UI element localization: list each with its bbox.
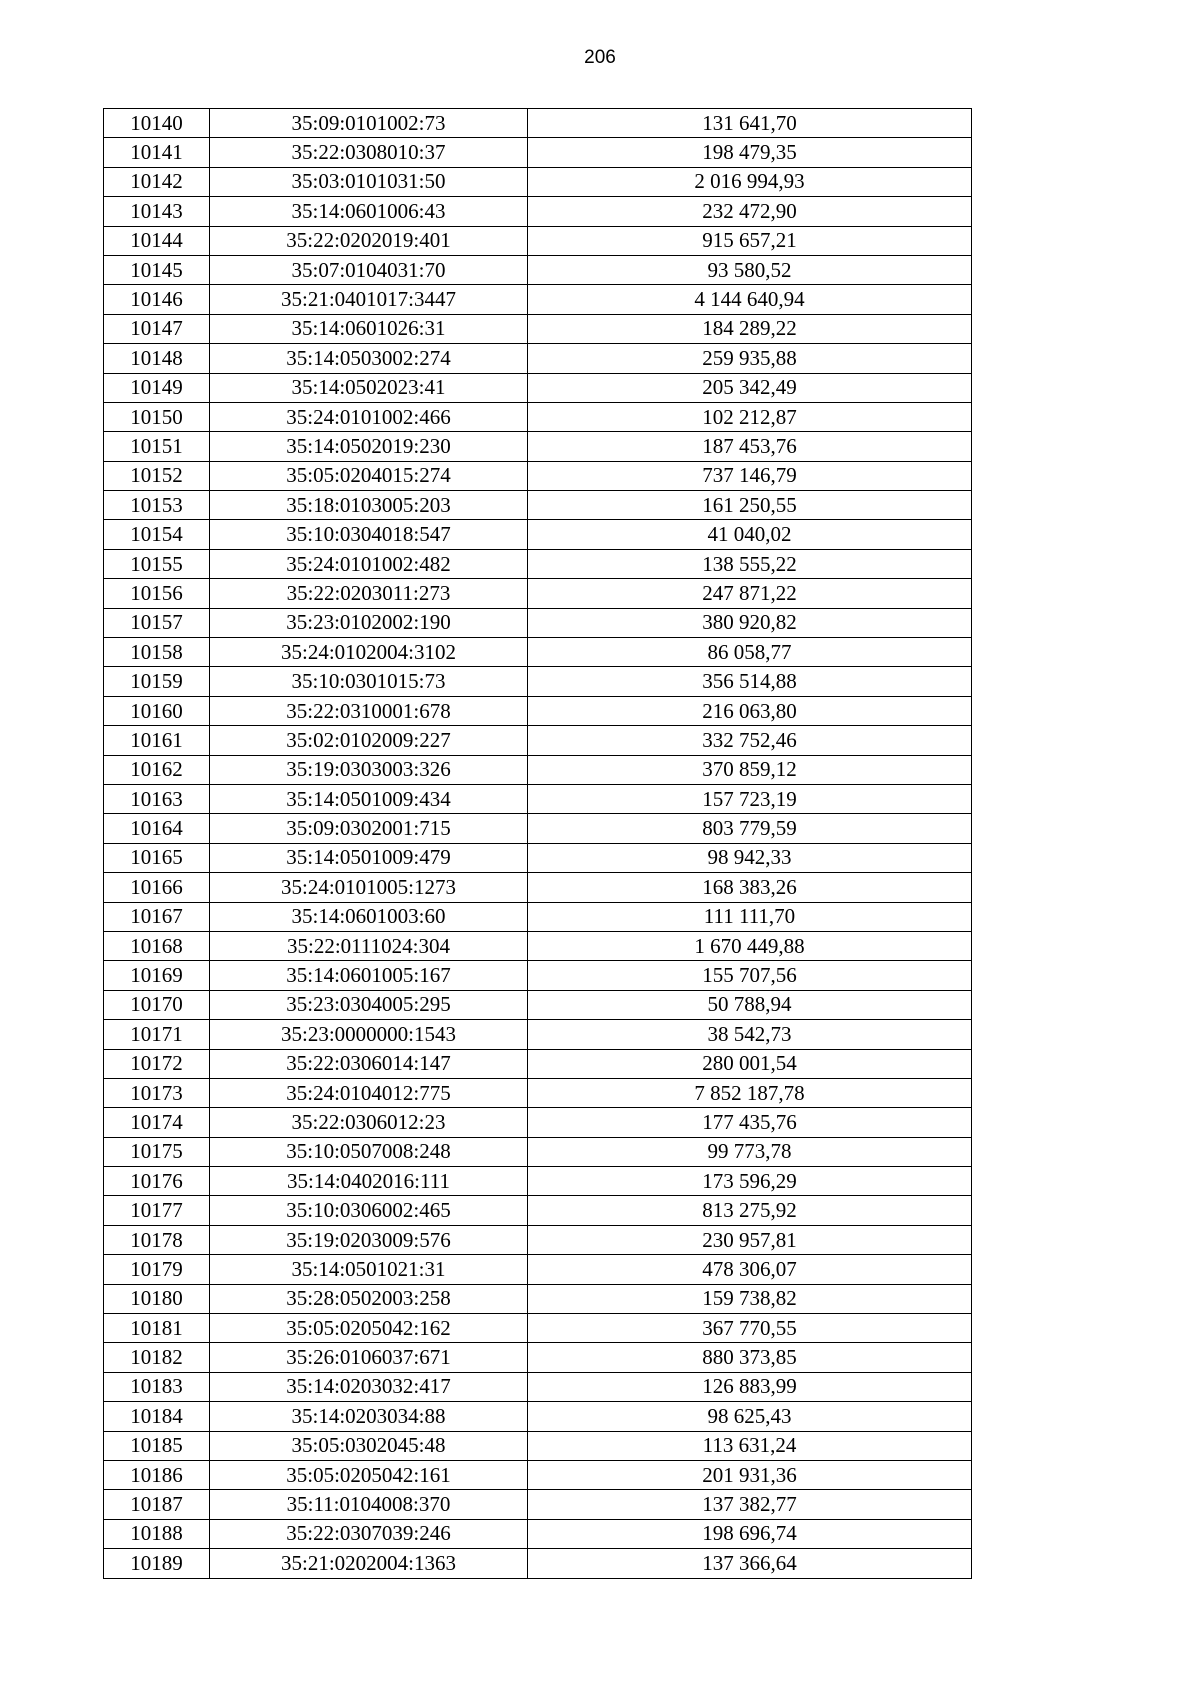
table-row xyxy=(104,520,972,549)
table-row xyxy=(104,1167,972,1196)
row-number-cell: 10162 xyxy=(104,755,210,784)
row-number-cell: 10173 xyxy=(104,1078,210,1107)
table-row xyxy=(104,1108,972,1137)
row-number-cell: 10160 xyxy=(104,696,210,725)
cadastral-number-cell: 35:24:0102004:3102 xyxy=(210,638,528,667)
cadastral-number-cell: 35:24:0101002:482 xyxy=(210,549,528,578)
cadastral-number-cell: 35:22:0310001:678 xyxy=(210,696,528,725)
value-cell: 159 738,82 xyxy=(528,1284,972,1313)
row-number-cell: 10167 xyxy=(104,902,210,931)
value-cell: 370 859,12 xyxy=(528,755,972,784)
table-row xyxy=(104,344,972,373)
cadastral-number-cell: 35:24:0101005:1273 xyxy=(210,873,528,902)
table-row xyxy=(104,1225,972,1254)
table-row xyxy=(104,1196,972,1225)
cadastral-number-cell: 35:05:0205042:161 xyxy=(210,1460,528,1489)
row-number-cell: 10152 xyxy=(104,461,210,490)
table-body xyxy=(104,109,972,1579)
value-cell: 41 040,02 xyxy=(528,520,972,549)
row-number-cell: 10177 xyxy=(104,1196,210,1225)
value-cell: 168 383,26 xyxy=(528,873,972,902)
value-cell: 86 058,77 xyxy=(528,638,972,667)
value-cell: 356 514,88 xyxy=(528,667,972,696)
cadastral-number-cell: 35:14:0503002:274 xyxy=(210,344,528,373)
value-cell: 177 435,76 xyxy=(528,1108,972,1137)
page-number: 206 xyxy=(584,47,616,68)
table-row xyxy=(104,402,972,431)
cadastral-number-cell: 35:14:0501009:434 xyxy=(210,784,528,813)
row-number-cell: 10147 xyxy=(104,314,210,343)
table-row xyxy=(104,373,972,402)
value-cell: 201 931,36 xyxy=(528,1460,972,1489)
cadastral-number-cell: 35:14:0601026:31 xyxy=(210,314,528,343)
row-number-cell: 10145 xyxy=(104,255,210,284)
row-number-cell: 10157 xyxy=(104,608,210,637)
cadastral-number-cell: 35:14:0601003:60 xyxy=(210,902,528,931)
row-number-cell: 10171 xyxy=(104,1020,210,1049)
cadastral-number-cell: 35:03:0101031:50 xyxy=(210,167,528,196)
row-number-cell: 10156 xyxy=(104,579,210,608)
row-number-cell: 10161 xyxy=(104,726,210,755)
cadastral-number-cell: 35:14:0502023:41 xyxy=(210,373,528,402)
cadastral-number-cell: 35:21:0202004:1363 xyxy=(210,1549,528,1578)
table-row xyxy=(104,549,972,578)
cadastral-number-cell: 35:11:0104008:370 xyxy=(210,1490,528,1519)
value-cell: 247 871,22 xyxy=(528,579,972,608)
cadastral-number-cell: 35:02:0102009:227 xyxy=(210,726,528,755)
cadastral-number-cell: 35:10:0306002:465 xyxy=(210,1196,528,1225)
cadastral-number-cell: 35:22:0203011:273 xyxy=(210,579,528,608)
value-cell: 126 883,99 xyxy=(528,1372,972,1401)
cadastral-number-cell: 35:09:0302001:715 xyxy=(210,814,528,843)
cadastral-number-cell: 35:05:0205042:162 xyxy=(210,1314,528,1343)
row-number-cell: 10187 xyxy=(104,1490,210,1519)
value-cell: 232 472,90 xyxy=(528,197,972,226)
value-cell: 2 016 994,93 xyxy=(528,167,972,196)
value-cell: 113 631,24 xyxy=(528,1431,972,1460)
row-number-cell: 10153 xyxy=(104,491,210,520)
table-row xyxy=(104,197,972,226)
row-number-cell: 10175 xyxy=(104,1137,210,1166)
value-cell: 813 275,92 xyxy=(528,1196,972,1225)
value-cell: 161 250,55 xyxy=(528,491,972,520)
value-cell: 367 770,55 xyxy=(528,1314,972,1343)
cadastral-number-cell: 35:14:0203034:88 xyxy=(210,1402,528,1431)
row-number-cell: 10183 xyxy=(104,1372,210,1401)
row-number-cell: 10166 xyxy=(104,873,210,902)
value-cell: 280 001,54 xyxy=(528,1049,972,1078)
table-row xyxy=(104,1343,972,1372)
value-cell: 137 382,77 xyxy=(528,1490,972,1519)
row-number-cell: 10176 xyxy=(104,1167,210,1196)
cadastral-number-cell: 35:14:0501009:479 xyxy=(210,843,528,872)
value-cell: 102 212,87 xyxy=(528,402,972,431)
value-cell: 187 453,76 xyxy=(528,432,972,461)
value-cell: 173 596,29 xyxy=(528,1167,972,1196)
row-number-cell: 10178 xyxy=(104,1225,210,1254)
row-number-cell: 10172 xyxy=(104,1049,210,1078)
table-row xyxy=(104,1372,972,1401)
cadastral-number-cell: 35:05:0302045:48 xyxy=(210,1431,528,1460)
row-number-cell: 10169 xyxy=(104,961,210,990)
table-row xyxy=(104,667,972,696)
table-row xyxy=(104,784,972,813)
row-number-cell: 10186 xyxy=(104,1460,210,1489)
cadastral-number-cell: 35:26:0106037:671 xyxy=(210,1343,528,1372)
row-number-cell: 10164 xyxy=(104,814,210,843)
table-row xyxy=(104,755,972,784)
value-cell: 93 580,52 xyxy=(528,255,972,284)
value-cell: 380 920,82 xyxy=(528,608,972,637)
row-number-cell: 10150 xyxy=(104,402,210,431)
cadastral-number-cell: 35:19:0203009:576 xyxy=(210,1225,528,1254)
row-number-cell: 10144 xyxy=(104,226,210,255)
cadastral-number-cell: 35:14:0502019:230 xyxy=(210,432,528,461)
value-cell: 50 788,94 xyxy=(528,990,972,1019)
cadastral-number-cell: 35:22:0306012:23 xyxy=(210,1108,528,1137)
cadastral-number-cell: 35:24:0101002:466 xyxy=(210,402,528,431)
table-row xyxy=(104,931,972,960)
cadastral-number-cell: 35:10:0507008:248 xyxy=(210,1137,528,1166)
table-row xyxy=(104,608,972,637)
cadastral-number-cell: 35:14:0203032:417 xyxy=(210,1372,528,1401)
row-number-cell: 10163 xyxy=(104,784,210,813)
row-number-cell: 10168 xyxy=(104,931,210,960)
cadastral-value-table xyxy=(103,108,972,1579)
row-number-cell: 10188 xyxy=(104,1519,210,1548)
value-cell: 332 752,46 xyxy=(528,726,972,755)
value-cell: 259 935,88 xyxy=(528,344,972,373)
row-number-cell: 10165 xyxy=(104,843,210,872)
table-row xyxy=(104,1255,972,1284)
table-row xyxy=(104,902,972,931)
cadastral-number-cell: 35:24:0104012:775 xyxy=(210,1078,528,1107)
cadastral-number-cell: 35:07:0104031:70 xyxy=(210,255,528,284)
value-cell: 1 670 449,88 xyxy=(528,931,972,960)
row-number-cell: 10180 xyxy=(104,1284,210,1313)
row-number-cell: 10181 xyxy=(104,1314,210,1343)
table-row xyxy=(104,432,972,461)
row-number-cell: 10189 xyxy=(104,1549,210,1578)
cadastral-number-cell: 35:05:0204015:274 xyxy=(210,461,528,490)
cadastral-number-cell: 35:22:0306014:147 xyxy=(210,1049,528,1078)
row-number-cell: 10185 xyxy=(104,1431,210,1460)
row-number-cell: 10174 xyxy=(104,1108,210,1137)
value-cell: 198 696,74 xyxy=(528,1519,972,1548)
cadastral-number-cell: 35:14:0402016:111 xyxy=(210,1167,528,1196)
row-number-cell: 10155 xyxy=(104,549,210,578)
cadastral-number-cell: 35:10:0304018:547 xyxy=(210,520,528,549)
table-row xyxy=(104,726,972,755)
value-cell: 98 625,43 xyxy=(528,1402,972,1431)
table-row xyxy=(104,1020,972,1049)
row-number-cell: 10182 xyxy=(104,1343,210,1372)
table-row xyxy=(104,1431,972,1460)
cadastral-number-cell: 35:23:0000000:1543 xyxy=(210,1020,528,1049)
value-cell: 99 773,78 xyxy=(528,1137,972,1166)
row-number-cell: 10159 xyxy=(104,667,210,696)
cadastral-number-cell: 35:28:0502003:258 xyxy=(210,1284,528,1313)
value-cell: 198 479,35 xyxy=(528,138,972,167)
table-row xyxy=(104,138,972,167)
cadastral-number-cell: 35:22:0307039:246 xyxy=(210,1519,528,1548)
cadastral-number-cell: 35:09:0101002:73 xyxy=(210,109,528,138)
value-cell: 205 342,49 xyxy=(528,373,972,402)
value-cell: 98 942,33 xyxy=(528,843,972,872)
table-row xyxy=(104,285,972,314)
value-cell: 138 555,22 xyxy=(528,549,972,578)
row-number-cell: 10179 xyxy=(104,1255,210,1284)
value-cell: 184 289,22 xyxy=(528,314,972,343)
value-cell: 478 306,07 xyxy=(528,1255,972,1284)
row-number-cell: 10142 xyxy=(104,167,210,196)
value-cell: 880 373,85 xyxy=(528,1343,972,1372)
cadastral-number-cell: 35:22:0308010:37 xyxy=(210,138,528,167)
cadastral-number-cell: 35:19:0303003:326 xyxy=(210,755,528,784)
table-row xyxy=(104,1078,972,1107)
value-cell: 157 723,19 xyxy=(528,784,972,813)
table-row xyxy=(104,1519,972,1548)
cadastral-number-cell: 35:14:0601006:43 xyxy=(210,197,528,226)
cadastral-number-cell: 35:18:0103005:203 xyxy=(210,491,528,520)
cadastral-number-cell: 35:22:0202019:401 xyxy=(210,226,528,255)
value-cell: 737 146,79 xyxy=(528,461,972,490)
row-number-cell: 10154 xyxy=(104,520,210,549)
cadastral-number-cell: 35:14:0601005:167 xyxy=(210,961,528,990)
table-row xyxy=(104,109,972,138)
table-row xyxy=(104,579,972,608)
table-row xyxy=(104,1460,972,1489)
cadastral-number-cell: 35:21:0401017:3447 xyxy=(210,285,528,314)
cadastral-number-cell: 35:22:0111024:304 xyxy=(210,931,528,960)
table-row xyxy=(104,990,972,1019)
table-row xyxy=(104,1284,972,1313)
value-cell: 4 144 640,94 xyxy=(528,285,972,314)
cadastral-number-cell: 35:23:0304005:295 xyxy=(210,990,528,1019)
row-number-cell: 10140 xyxy=(104,109,210,138)
row-number-cell: 10143 xyxy=(104,197,210,226)
value-cell: 111 111,70 xyxy=(528,902,972,931)
row-number-cell: 10170 xyxy=(104,990,210,1019)
table-row xyxy=(104,1049,972,1078)
value-cell: 38 542,73 xyxy=(528,1020,972,1049)
cadastral-number-cell: 35:14:0501021:31 xyxy=(210,1255,528,1284)
table-row xyxy=(104,961,972,990)
cadastral-number-cell: 35:23:0102002:190 xyxy=(210,608,528,637)
value-cell: 137 366,64 xyxy=(528,1549,972,1578)
row-number-cell: 10148 xyxy=(104,344,210,373)
table-row xyxy=(104,255,972,284)
row-number-cell: 10158 xyxy=(104,638,210,667)
table-row xyxy=(104,1314,972,1343)
row-number-cell: 10141 xyxy=(104,138,210,167)
table-row xyxy=(104,638,972,667)
value-cell: 803 779,59 xyxy=(528,814,972,843)
value-cell: 7 852 187,78 xyxy=(528,1078,972,1107)
table-row xyxy=(104,814,972,843)
value-cell: 216 063,80 xyxy=(528,696,972,725)
table-row xyxy=(104,1490,972,1519)
row-number-cell: 10151 xyxy=(104,432,210,461)
table-row xyxy=(104,843,972,872)
cadastral-number-cell: 35:10:0301015:73 xyxy=(210,667,528,696)
table-row xyxy=(104,491,972,520)
table-row xyxy=(104,167,972,196)
row-number-cell: 10184 xyxy=(104,1402,210,1431)
table-row xyxy=(104,314,972,343)
table-row xyxy=(104,1549,972,1578)
value-cell: 915 657,21 xyxy=(528,226,972,255)
table-row xyxy=(104,461,972,490)
row-number-cell: 10149 xyxy=(104,373,210,402)
value-cell: 230 957,81 xyxy=(528,1225,972,1254)
table-row xyxy=(104,226,972,255)
table-row xyxy=(104,696,972,725)
value-cell: 131 641,70 xyxy=(528,109,972,138)
table-row xyxy=(104,1137,972,1166)
table-row xyxy=(104,1402,972,1431)
row-number-cell: 10146 xyxy=(104,285,210,314)
table-row xyxy=(104,873,972,902)
value-cell: 155 707,56 xyxy=(528,961,972,990)
